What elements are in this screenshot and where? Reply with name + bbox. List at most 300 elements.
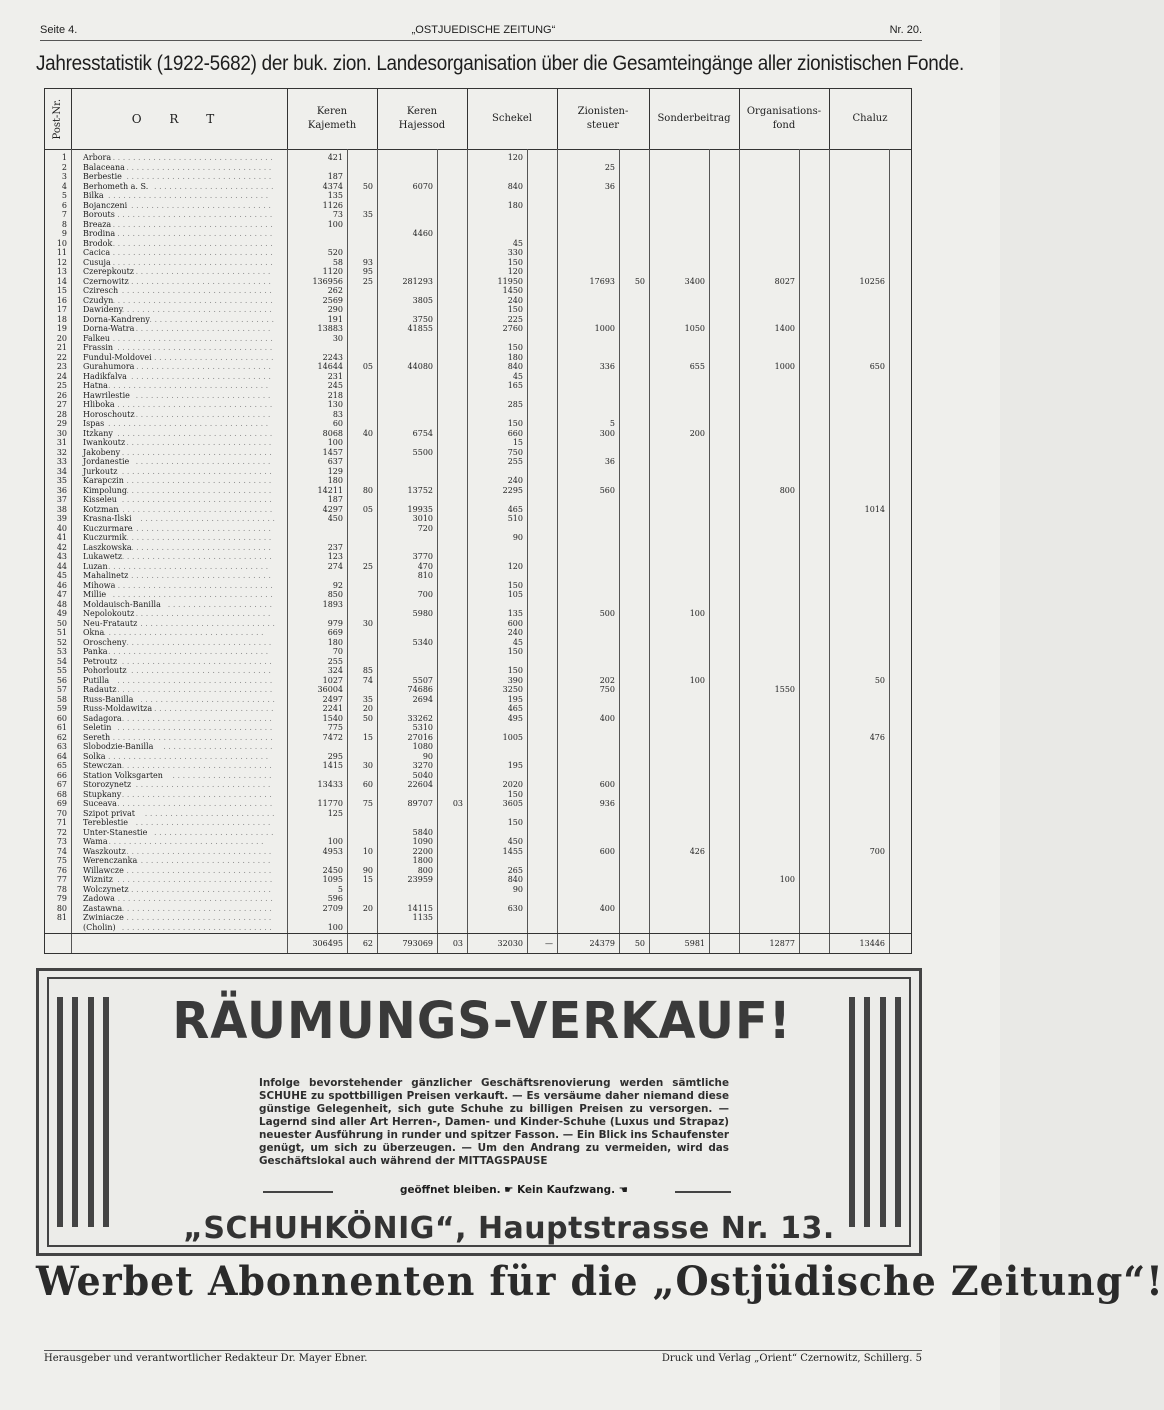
table-row [45, 666, 911, 676]
row-value: 44080 [407, 362, 433, 371]
row-value: 70 [332, 647, 343, 656]
row-value: 90 [512, 533, 523, 542]
row-number: 33 [56, 457, 67, 466]
row-value: 100 [327, 438, 343, 447]
row-number: 78 [56, 884, 67, 894]
row-value: 150 [507, 419, 523, 428]
row-place: Stupkany [83, 789, 122, 799]
row-place: Hatna [83, 381, 108, 390]
row-value: 120 [507, 267, 523, 276]
row-value: 1005 [502, 732, 523, 742]
leader-dots: . . . . . . . . . . . . . . . . . . . . . . [163, 742, 273, 751]
leader-dots: . . . . . . . . . . . . . . . . . . . . . . . . . . . [135, 818, 271, 827]
row-value: 4374 [322, 181, 343, 191]
row-value: 225 [507, 314, 523, 324]
col-postnr [45, 89, 72, 149]
row-place: Russ-Moldawitza [83, 704, 153, 713]
leader-dots: . . . . . . . . . . . . . . . . . . . . . . . . . . . . [131, 666, 271, 675]
table-row [45, 239, 911, 249]
row-value: 245 [327, 381, 343, 390]
leader-dots: . . . . . . . . . . . . . . . . . . . . . . . . . . . . . [126, 438, 272, 447]
leader-dots: . . . . . . . . . . . . . . . . . . . . . . . . . . . [135, 457, 271, 466]
row-value: 231 [327, 371, 343, 381]
leader-dots: . . . . . . . . . . . . . . . . . . . . . . . . . . . . . . . . [112, 295, 273, 305]
row-value: 13433 [317, 780, 343, 789]
row-value: 5500 [412, 447, 433, 457]
row-value: 150 [507, 818, 523, 827]
leader-dots: . . . . . . . . . . . . . . . . . . . . . . . . . . . [135, 267, 271, 276]
ad-headline: RÄUMUNGS-VERKAUF! [172, 991, 792, 1051]
leader-dots: . . . . . . . . . . . . . . . . . . . . . . . . . . . . . . . . [108, 647, 269, 656]
row-value: 2020 [502, 780, 523, 789]
row-value: 3770 [412, 552, 433, 561]
row-value: 5840 [412, 827, 433, 837]
row-number: 2 [61, 162, 67, 172]
ad-shop-name: „SCHUHKÖNIG“, Hauptstrasse Nr. 13. [183, 1211, 835, 1246]
row-number: 18 [56, 314, 67, 324]
table-row [45, 220, 911, 230]
row-place: Kuczurmik [83, 533, 127, 542]
advertisement [36, 968, 922, 1256]
leader-dots: . . . . . . . . . . . . . . . . . . . . . . . . . . . . . . . . [108, 191, 269, 200]
row-value: 2569 [322, 295, 343, 305]
table-row [45, 581, 911, 591]
row-value: 8068 [322, 428, 343, 438]
row-value: 135 [327, 191, 343, 200]
table-row [45, 153, 911, 163]
table-row [45, 590, 911, 600]
table-row [45, 904, 911, 914]
leader-dots: . . . . . . . . . . . . . . . . . . . . . . . . . . . . . . . . [112, 580, 273, 590]
row-place: Brodok [83, 238, 113, 248]
row-number: 5 [61, 191, 67, 200]
table-row [45, 809, 911, 819]
row-value: 330 [507, 248, 523, 257]
row-number: 73 [56, 837, 67, 846]
row-value: 4460 [412, 229, 433, 238]
row-number: 25 [56, 381, 67, 390]
row-value: 3010 [412, 514, 433, 523]
row-value: 936 [599, 799, 615, 808]
leader-dots: . . . . . . . . . . . . . . . . . . . . . . . . . . . . . . . . [112, 333, 273, 343]
table-row [45, 248, 911, 258]
row-place: Storozynetz [83, 780, 132, 789]
row-value: 15 [512, 438, 523, 447]
row-value: 36 [604, 181, 615, 191]
row-value: 1450 [502, 286, 523, 295]
table-row [45, 514, 911, 524]
row-number: 45 [56, 571, 67, 580]
row-number: 68 [56, 789, 67, 799]
row-place: Station Volksgarten [83, 770, 163, 780]
row-value: 2295 [502, 485, 523, 495]
row-value: 700 [417, 590, 433, 599]
row-value: 187 [327, 495, 343, 504]
row-number: 4 [61, 181, 67, 191]
leader-dots: . . . . . . . . . . . . . . . . . . . . . . . . . . [144, 808, 275, 818]
row-place: Lukawetz [83, 552, 123, 561]
table-row [45, 619, 911, 629]
row-place: Nepolokoutz [83, 609, 135, 618]
row-value: 90 [362, 865, 373, 875]
leader-dots: . . . . . . . . . . . . . . . . . . . . . . . . [154, 352, 274, 362]
table-row [45, 894, 911, 904]
row-value: 600 [599, 846, 615, 856]
row-number: 37 [56, 495, 67, 504]
row-place: Arbora [83, 153, 112, 162]
leader-dots: . . . . . . . . . . . . . . . . . . . . . . . . . . . . . [126, 846, 272, 856]
table-row [45, 524, 911, 534]
row-value: 75 [362, 799, 373, 808]
table-row [45, 476, 911, 486]
table-row [45, 210, 911, 220]
row-value: 1550 [774, 685, 795, 694]
total-value: 306495 [312, 939, 343, 948]
leader-dots: . . . . . . . . . . . . . . . . . . . . . . . . . . . . . . [121, 466, 272, 476]
row-number: 65 [56, 761, 67, 770]
table-row [45, 828, 911, 838]
row-value: 1126 [322, 200, 343, 210]
col-postnr-label: Post-Nr. [52, 98, 63, 140]
row-value: 80 [362, 485, 373, 495]
table-row [45, 419, 911, 429]
row-place: Seletin [83, 723, 112, 732]
row-place: Karapczin [83, 476, 124, 485]
row-value: 700 [869, 846, 885, 856]
row-value: 125 [327, 808, 343, 818]
total-value: 62 [362, 939, 373, 948]
row-number: 28 [56, 409, 67, 419]
leader-dots: . . . . . . . . . . . . . . . . . . . . . . . . . . . . . . . . [112, 590, 273, 599]
row-value: 45 [512, 238, 523, 248]
leader-dots: . . . . . . . . . . . . . . . . . . . . . . . . . . . [140, 694, 275, 704]
table-row [45, 875, 911, 885]
row-value: 05 [362, 362, 373, 371]
row-value: 74686 [407, 685, 433, 694]
row-value: 300 [599, 428, 615, 438]
table-row [45, 600, 911, 610]
row-value: 3750 [412, 314, 433, 324]
row-place: Fundul-Moldovei [83, 352, 152, 362]
publisher-line: Herausgeber und verantwortlicher Redakteur Dr. Mayer Ebner. [44, 1353, 368, 1364]
row-value: 596 [327, 894, 343, 903]
row-number: 61 [56, 723, 67, 732]
row-place: Jurkoutz [83, 466, 118, 476]
row-number: 51 [56, 628, 67, 637]
table-row [45, 837, 911, 847]
row-value: 3605 [502, 799, 523, 808]
imprint-footer [44, 1350, 922, 1367]
row-value: 120 [507, 561, 523, 571]
row-value: 14115 [407, 903, 433, 913]
table-row [45, 258, 911, 268]
row-value: 1400 [774, 324, 795, 333]
row-place: Brodina [83, 229, 116, 238]
leader-dots: . . . . . . . . . . . . . . . . . . . . . . . . . . . [140, 618, 275, 628]
row-value: 60 [332, 419, 343, 428]
row-place: Borouts [83, 210, 115, 219]
row-value: 2450 [322, 865, 343, 875]
table-body [45, 149, 911, 953]
col-sonderbeitrag: Sonderbeitrag [649, 89, 740, 149]
table-row [45, 457, 911, 467]
leader-dots: . . . . . . . . . . . . . . . . . . . . . . . . [154, 704, 274, 713]
row-value: 650 [869, 362, 885, 371]
leader-dots: . . . . . . . . . . . . . . . . . . . . . . . . . . . . . . [121, 286, 272, 295]
row-number: 49 [56, 609, 67, 618]
leader-dots: . . . . . . . . . . . . . . . . . . . . . . . . . . . . . [126, 533, 272, 542]
total-value: 5981 [684, 939, 705, 948]
ad-stripes-left [57, 997, 109, 1227]
row-place: Kisseleu [83, 495, 117, 504]
row-value: 2200 [412, 846, 433, 856]
table-row [45, 562, 911, 572]
row-number: 79 [56, 894, 67, 903]
row-place: Gurahumora [83, 362, 135, 371]
leader-dots: . . . . . . . . . . . . . . . . . . . . . . . . . . . . . . [121, 495, 272, 504]
total-value: — [545, 939, 553, 948]
row-value: 465 [507, 704, 523, 713]
row-value: 17693 [589, 276, 615, 286]
row-value: 240 [507, 476, 523, 485]
row-value: 25 [362, 561, 373, 571]
row-number: 66 [56, 770, 67, 780]
row-place: Falkeu [83, 333, 111, 343]
leader-dots: . . . . . . . . . . . . . . . . . . . . . . . . [154, 827, 274, 837]
table-row [45, 543, 911, 553]
row-value: 100 [779, 875, 795, 884]
row-value: 180 [507, 352, 523, 362]
row-number: 55 [56, 666, 67, 675]
row-value: 390 [507, 675, 523, 685]
row-value: 20 [362, 704, 373, 713]
table-row [45, 201, 911, 211]
leader-dots: . . . . . . . . . . . . . . . . . . . . . . . . . . . . . [126, 485, 272, 495]
row-value: 165 [507, 381, 523, 390]
row-value: 2694 [412, 694, 433, 704]
table-row [45, 324, 911, 334]
row-value: 5 [337, 884, 343, 894]
row-value: 3270 [412, 761, 433, 770]
row-value: 41855 [407, 324, 433, 333]
row-place: Panka [83, 647, 108, 656]
row-place: Wiznitz [83, 875, 113, 884]
row-number: 54 [56, 656, 67, 666]
row-number: 74 [56, 846, 67, 856]
row-value: 5507 [412, 675, 433, 685]
ad-body-text: Infolge bevorstehender gänzlicher Geschäftsrenovierung werden sämtliche SCHUHE zu spottbilligen Preisen verkauft. — Es versäume daher niemand diese günstige Gelegenheit, sich gute Schuhe zu billigen Preisen zu versorgen. — Lagernd sind aller Art Herren-, Damen- und Kinder-Schuhe (Luxus und Strapaz) neuester Ausführung in runder und spitzer Fasson. — Ein Blick ins Schaufenster genügt, um sich zu überzeugen. — Um den Andrang zu vermeiden, wird das Geschäftslokal auch während der MITTAGSPAUSE [259, 1077, 729, 1167]
table-row [45, 334, 911, 344]
leader-dots: . . . . . . . . . . . . . . . . . . . . . . . . . . . . . . [121, 713, 272, 723]
table-row [45, 638, 911, 648]
issue-number: Nr. 20. [889, 24, 922, 36]
row-number: 20 [56, 333, 67, 343]
row-number: 64 [56, 751, 67, 761]
total-value: 50 [634, 939, 645, 948]
row-value: 426 [689, 846, 705, 856]
row-value: 6070 [412, 181, 433, 191]
row-number: 72 [56, 827, 67, 837]
table-row [45, 723, 911, 733]
row-place: Zwiniacze [83, 913, 124, 922]
row-value: 150 [507, 580, 523, 590]
table-row [45, 286, 911, 296]
row-number: 11 [56, 248, 67, 257]
row-value: 262 [327, 286, 343, 295]
leader-dots: . . . . . . . . . . . . . . . . . . . . . . . . . . . . . . . . [112, 894, 273, 903]
row-number: 27 [56, 400, 67, 409]
table-row [45, 163, 911, 173]
row-value: 90 [512, 884, 523, 894]
row-value: 180 [327, 637, 343, 647]
row-number: 14 [56, 276, 67, 286]
total-value: 12877 [769, 939, 795, 948]
row-number: 53 [56, 647, 67, 656]
table-row [45, 847, 911, 857]
table-row [45, 315, 911, 325]
row-value: 2709 [322, 903, 343, 913]
table-row [45, 742, 911, 752]
row-value: 50 [362, 713, 373, 723]
table-row [45, 191, 911, 201]
row-place: Kimpolung [83, 485, 128, 495]
row-place: Cusuja [83, 257, 111, 267]
row-value: 324 [327, 666, 343, 675]
row-value: 11770 [317, 799, 343, 808]
row-number: 35 [56, 476, 67, 485]
row-value: 255 [507, 457, 523, 466]
row-value: 22604 [407, 780, 433, 789]
leader-dots: . . . . . . . . . . . . . . . . . . . . . . . . . . . [135, 390, 271, 400]
row-place: Ispas [83, 419, 105, 428]
row-place: Neu-Fratautz [83, 618, 138, 628]
table-row [45, 353, 911, 363]
row-value: 1014 [864, 504, 885, 514]
row-value: 7472 [322, 732, 343, 742]
row-value: 1050 [684, 324, 705, 333]
leader-dots: . . . . . . . . . . . . . . . . . . . . . . . . . . . . . [126, 637, 272, 647]
table-row [45, 229, 911, 239]
table-row [45, 923, 911, 933]
table-row [45, 733, 911, 743]
row-value: 1457 [322, 447, 343, 457]
table-row [45, 790, 911, 800]
row-number: 7 [61, 210, 67, 219]
ad-opening-note: geöffnet bleiben. ☛ Kein Kaufzwang. ☚ [400, 1184, 628, 1196]
row-place: Solka [83, 751, 106, 761]
row-number: 26 [56, 390, 67, 400]
running-header [40, 24, 922, 41]
row-value: 50 [634, 276, 645, 286]
row-place: Mihowa [83, 580, 116, 590]
row-place: Kuczurmare [83, 523, 133, 533]
leader-dots: . . . . . . . . . . . . . . . . . . . . . . . . . . . [135, 324, 271, 333]
row-place: Unter-Stanestie [83, 827, 148, 837]
row-value: 421 [327, 153, 343, 162]
row-place: Dorna-Watra [83, 324, 135, 333]
row-place: Millie [83, 590, 107, 599]
row-place: Willawcze [83, 865, 124, 875]
row-value: 400 [599, 903, 615, 913]
row-place: Horoschoutz [83, 409, 135, 419]
leader-dots: . . . . . . . . . . . . . . . . . . . . . . . . . . . . . . . [117, 343, 273, 352]
row-value: 5310 [412, 723, 433, 732]
row-value: 237 [327, 542, 343, 552]
col-schekel: Schekel [467, 89, 558, 149]
row-value: 265 [507, 865, 523, 875]
table-row [45, 913, 911, 923]
row-number: 19 [56, 324, 67, 333]
row-value: 1000 [774, 362, 795, 371]
leader-dots: . . . . . . . . . . . . . . . . . . . . . . . . . . . . . . . . [112, 257, 273, 267]
row-value: 1027 [322, 675, 343, 685]
row-place: Laszkowska [83, 542, 132, 552]
table-row [45, 628, 911, 638]
row-place: Werenczanka [83, 856, 138, 865]
row-place: Stewczan [83, 761, 122, 770]
row-place: Jordanestie [83, 457, 130, 466]
table-row [45, 381, 911, 391]
col-organisationsfond: Organisations- fond [739, 89, 830, 149]
table-row [45, 571, 911, 581]
row-place: Breaza [83, 219, 112, 229]
row-value: 19935 [407, 504, 433, 514]
row-value: 45 [512, 637, 523, 647]
table-header [45, 89, 911, 150]
table-row [45, 305, 911, 315]
row-place: Hawrilestie [83, 390, 130, 400]
row-value: 58 [332, 257, 343, 267]
table-row [45, 676, 911, 686]
row-value: 89707 [407, 799, 433, 808]
row-value: 36 [604, 457, 615, 466]
col-keren-kajemeth: Keren Kajemeth [287, 89, 378, 149]
table-row [45, 429, 911, 439]
row-number: 40 [56, 523, 67, 533]
row-place: Waszkoutz [83, 846, 126, 856]
row-value: 130 [327, 400, 343, 409]
row-number: 8 [61, 219, 67, 229]
table-row [45, 866, 911, 876]
row-place: Frassin [83, 343, 114, 352]
table-row [45, 277, 911, 287]
leader-dots: . . . . . . . . . . . . . . . . . . . . . . . . . . . . . . . [117, 400, 273, 409]
row-value: 979 [327, 618, 343, 628]
row-value: 495 [507, 713, 523, 723]
leader-dots: . . . . . . . . . . . . . . . . . . . . . . . . . . . . . . . . [103, 628, 264, 637]
row-place: Radautz [83, 685, 117, 694]
row-place: Oroscheny [83, 637, 127, 647]
row-value: 11950 [497, 276, 523, 286]
leader-dots: . . . . . . . . . . . . . . . . . . . . . . . . . . . . . . . . [108, 381, 269, 390]
row-value: 30 [362, 761, 373, 770]
row-value: 20 [362, 903, 373, 913]
row-number: 48 [56, 599, 67, 609]
leader-dots: . . . . . . . . . . . . . . . . . . . . . . . . . . . . . . . . [108, 561, 269, 571]
row-value: 637 [327, 457, 343, 466]
row-number: 43 [56, 552, 67, 561]
row-value: 775 [327, 723, 343, 732]
leader-dots: . . . . . . . . . . . . . . . . . . . . . [167, 599, 273, 609]
row-value: 800 [779, 485, 795, 495]
leader-dots: . . . . . . . . . . . . . . . . . . . . . . . . . . . [135, 856, 271, 865]
leader-dots: . . . . . . . . . . . . . . . . . . . . . . . . . . . . . [126, 172, 272, 181]
row-number: 23 [56, 362, 67, 371]
row-number: 44 [56, 561, 67, 571]
row-value: 14211 [317, 485, 343, 495]
row-value: 93 [362, 257, 373, 267]
row-value: 2243 [322, 352, 343, 362]
